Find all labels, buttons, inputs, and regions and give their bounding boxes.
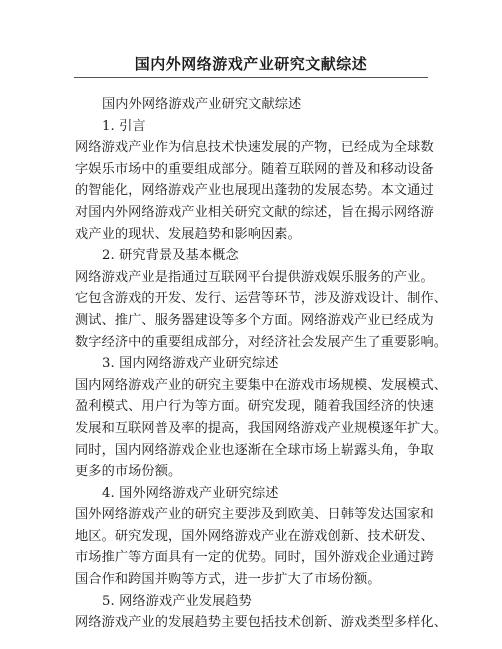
- section-heading-line: 1. 引言: [102, 118, 146, 134]
- section-heading-line: 2. 研究背景及基本概念: [102, 248, 239, 264]
- paragraph-line: 国外网络游戏产业的研究主要涉及到欧美、日韩等发达国家和: [75, 507, 434, 523]
- paragraph-line: 国合作和跨国并购等方式，进一步扩大了市场份额。: [75, 572, 381, 588]
- paragraph-line: 戏产业的现状、发展趋势和影响因素。: [75, 226, 301, 242]
- paragraph-line: 网络游戏产业作为信息技术快速发展的产物，已经成为全球数: [75, 140, 434, 156]
- title-underline: [74, 77, 428, 78]
- section-heading-line: 5. 网络游戏产业发展趋势: [102, 593, 252, 609]
- paragraph-line: 它包含游戏的开发、发行、运营等环节，涉及游戏设计、制作、: [75, 291, 448, 307]
- document-title: 国内外网络游戏产业研究文献综述: [134, 55, 368, 73]
- paragraph-line: 网络游戏产业的发展趋势主要包括技术创新、游戏类型多样化、: [75, 615, 448, 631]
- paragraph-line: 测试、推广、服务器建设等多个方面。网络游戏产业已经成为: [75, 312, 434, 328]
- paragraph-line: 字娱乐市场中的重要组成部分。随着互联网的普及和移动设备: [75, 161, 434, 177]
- paragraph-line: 盈利模式、用户行为等方面。研究发现，随着我国经济的快速: [75, 399, 434, 415]
- paragraph-line: 更多的市场份额。: [75, 464, 182, 480]
- paragraph-line: 对国内外网络游戏产业相关研究文献的综述，旨在揭示网络游: [75, 204, 434, 220]
- paragraph-line: 市场推广等方面具有一定的优势。同时，国外游戏企业通过跨: [75, 550, 434, 566]
- paragraph-line: 的智能化，网络游戏产业也展现出蓬勃的发展态势。本文通过: [75, 183, 434, 199]
- paragraph-line: 国内网络游戏产业的研究主要集中在游戏市场规模、发展模式、: [75, 377, 448, 393]
- paragraph-line: 发展和互联网普及率的提高，我国网络游戏产业规模逐年扩大。: [75, 420, 448, 436]
- paragraph-line: 同时，国内网络游戏企业也逐渐在全球市场上崭露头角，争取: [75, 442, 434, 458]
- section-heading-line: 3. 国内网络游戏产业研究综述: [102, 356, 279, 372]
- section-heading-line: 4. 国外网络游戏产业研究综述: [102, 485, 279, 501]
- paragraph-line: 数字经济中的重要组成部分，对经济社会发展产生了重要影响。: [75, 334, 448, 350]
- paragraph-line: 网络游戏产业是指通过互联网平台提供游戏娱乐服务的产业。: [75, 269, 434, 285]
- document-body: [75, 94, 448, 634]
- section-heading-line: 国内外网络游戏产业研究文献综述: [102, 97, 302, 112]
- paragraph-line: 地区。研究发现，国外网络游戏产业在游戏创新、技术研发、: [75, 528, 434, 544]
